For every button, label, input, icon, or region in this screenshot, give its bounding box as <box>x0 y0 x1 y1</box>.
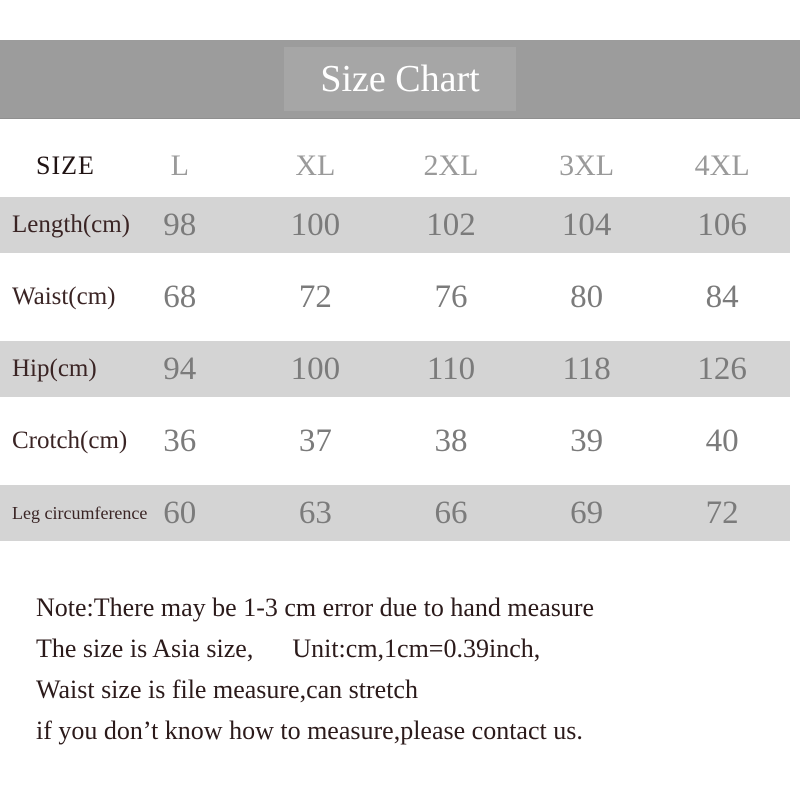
size-table <box>0 135 800 541</box>
column-header-4xl: 4XL <box>694 149 750 182</box>
table-cell: 72 <box>298 278 332 315</box>
table-cell: 110 <box>426 350 476 387</box>
table-cell: 68 <box>163 278 197 315</box>
row-label-length: Length(cm) <box>12 211 131 238</box>
table-cell: 36 <box>163 422 197 459</box>
column-header-size: SIZE <box>36 151 95 180</box>
note-line-error: Note:There may be 1-3 cm error due to hand measure <box>36 593 595 622</box>
table-cell: 37 <box>298 422 332 459</box>
table-cell: 38 <box>434 422 468 459</box>
note-line-asia-size: The size is Asia size, Unit:cm,1cm=0.39inch, <box>36 634 541 663</box>
table-cell: 100 <box>290 350 341 387</box>
table-cell: 102 <box>426 206 476 243</box>
table-cell: 60 <box>163 494 197 531</box>
table-cell: 84 <box>705 278 739 315</box>
table-header-row <box>0 135 790 197</box>
size-chart-title: Size Chart <box>284 47 516 111</box>
table-cell: 76 <box>434 278 468 315</box>
table-cell: 100 <box>290 206 341 243</box>
table-cell: 94 <box>163 350 197 387</box>
table-cell: 98 <box>163 206 197 243</box>
column-header-3xl: 3XL <box>559 149 615 182</box>
table-cell: 118 <box>562 350 611 387</box>
table-cell: 106 <box>697 206 747 243</box>
table-cell: 104 <box>561 206 612 243</box>
table-cell: 126 <box>697 350 747 387</box>
column-header-xl: XL <box>295 149 336 182</box>
table-row-waist <box>0 253 790 341</box>
table-cell: 80 <box>570 278 604 315</box>
table-cell: 63 <box>298 494 332 531</box>
row-label-waist: Waist(cm) <box>12 283 116 310</box>
table-row-crotch <box>0 397 790 485</box>
row-label-leg-circumference: Leg circumference <box>12 502 148 523</box>
table-cell: 69 <box>570 494 604 531</box>
note-line-contact: if you don’t know how to measure,please contact us. <box>36 716 583 745</box>
table-cell: 66 <box>434 494 468 531</box>
column-header-2xl: 2XL <box>423 149 479 182</box>
table-row-hip <box>0 341 790 397</box>
notes-block <box>0 587 800 751</box>
table-row-leg-circumference <box>0 485 790 541</box>
table-cell: 39 <box>570 422 604 459</box>
row-label-hip: Hip(cm) <box>12 355 97 382</box>
table-row-length <box>0 197 790 253</box>
note-line-stretch: Waist size is file measure,can stretch <box>36 675 418 704</box>
column-header-l: L <box>170 149 189 182</box>
row-label-crotch: Crotch(cm) <box>12 427 128 454</box>
size-chart-header-band <box>0 40 800 119</box>
table-cell: 72 <box>705 494 739 531</box>
table-cell: 40 <box>705 422 739 459</box>
